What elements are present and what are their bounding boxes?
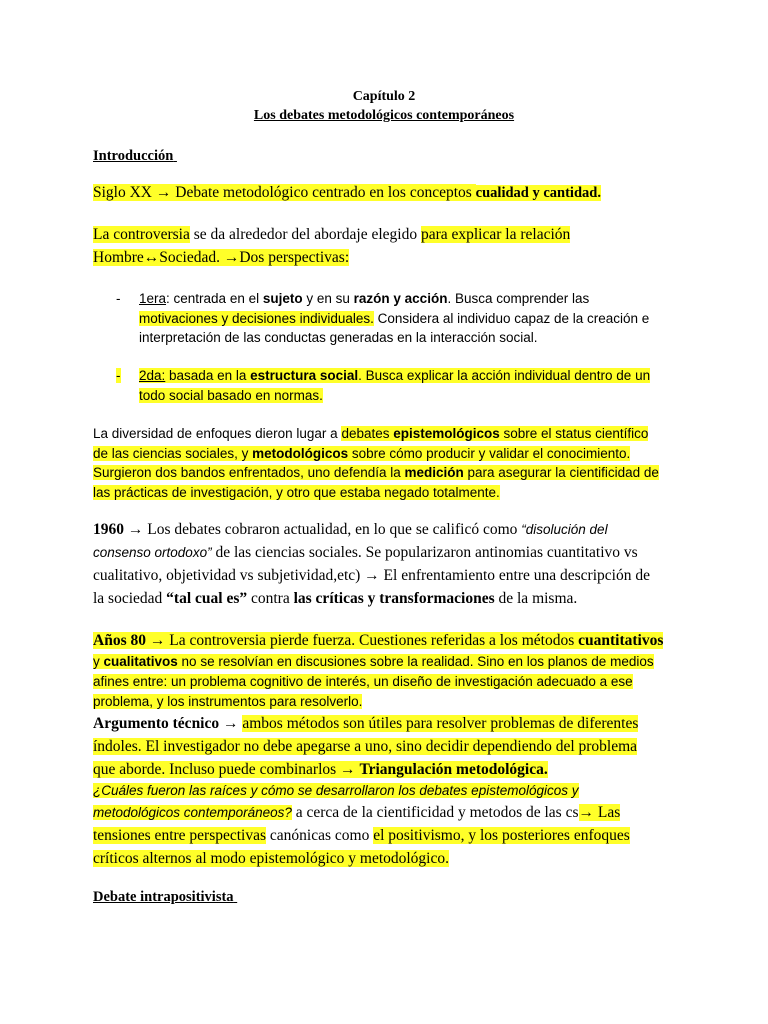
list-bullet: - <box>116 368 121 383</box>
paragraph-anos-80: Años 80 → La controversia pierde fuerza. Cuestiones referidas a los métodos cuantitativos y cualitativos no se resolvían en discusiones sobre la realidad. Sino en los planos de medios afines entre: un problema cognitivo de interés, un diseño de investigación adecuado a ese problema, y los instrumentos para resolverlo. Argumento técnico → ambos métodos son útiles para resolver problemas de diferentes índoles. El investigador no debe apegarse a uno, sino decidir dependiendo del problema que aborde. Incluso puede combinarlos → Triangulación metodológica. ¿Cuáles fueron las raíces y cómo se desarrollaron los debates epistemológicos y metodológicos contemporáneos? a cerca de la cientificidad y metodos de las cs→ Las tensiones entre perspectivas canónicas como el positivismo, y los posteriores enfoques críticos alternos al modo epistemológico y metodológico. <box>93 632 664 867</box>
paragraph-1960: 1960 → Los debates cobraron actualidad, en lo que se calificó como “disolución del consenso ortodoxo” de las ciencias sociales. Se popularizaron antinomias cuantitativo vs cualitativo, objetividad vs subjetividad,etc) → El enfrentamiento entre una descripción de la sociedad “tal cual es” contra las críticas y transformaciones de la misma. <box>93 521 650 607</box>
section-heading-intrapositivista: Debate intrapositivista <box>93 889 234 905</box>
list-item-1era: 1era: centrada en el sujeto y en su razón y acción. Busca comprender las motivaciones y decisiones individuales. Considera al individuo capaz de la creación e interpretación de las conductas generadas en la interacción social. <box>139 291 650 345</box>
paragraph-diversidad: La diversidad de enfoques dieron lugar a debates epistemológicos sobre el status científico de las ciencias sociales, y metodológicos sobre cómo producir y validar el conocimiento. Surgieron dos bandos enfrentados, uno defendía la medición para asegurar la cientificidad de las prácticas de investigación, y otro que estaba negado totalmente. <box>93 426 659 500</box>
paragraph-controversia: La controversia se da alrededor del abordaje elegido para explicar la relación Hombre↔Sociedad. →Dos perspectivas: <box>93 226 571 266</box>
chapter-label: Capítulo 2 <box>352 89 416 104</box>
chapter-title: Los debates metodológicos contemporáneos <box>253 108 515 123</box>
list-item-2da: 2da: basada en la estructura social. Busca explicar la acción individual dentro de un todo social basado en normas. <box>139 368 651 403</box>
section-heading-intro: Introducción <box>93 148 174 164</box>
list-bullet: - <box>116 291 121 306</box>
paragraph-siglo-xx: Siglo XX → Debate metodológico centrado en los conceptos cualidad y cantidad. <box>93 184 601 201</box>
